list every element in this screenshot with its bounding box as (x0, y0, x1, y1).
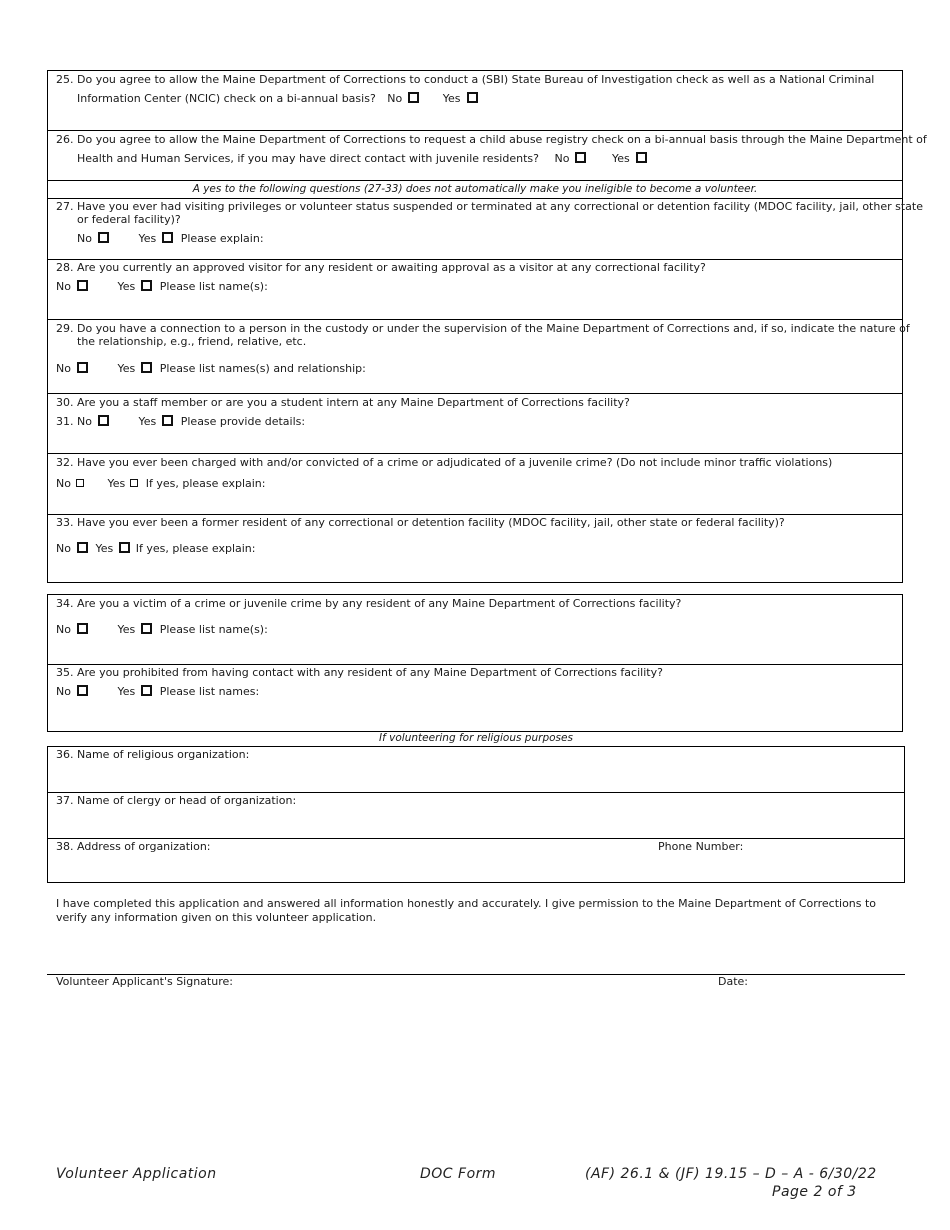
no-checkbox[interactable] (77, 623, 88, 634)
question-text-line2: or federal facility)? (77, 213, 181, 226)
answer-options (77, 415, 305, 428)
yes-checkbox[interactable] (141, 685, 152, 696)
question-number: 30. (56, 396, 74, 409)
no-checkbox[interactable] (76, 479, 84, 487)
question-35 (48, 664, 902, 732)
eligibility-notice: A yes to the following questions (27-33) does not automatically make you ineligible to become a volunteer. (192, 183, 758, 195)
question-text-line2: the relationship, e.g., friend, relative, etc. (77, 335, 307, 348)
field-label: Name of religious organization: (77, 748, 250, 761)
footer-doc-form: DOC Form (420, 1166, 497, 1182)
answer-options (77, 232, 264, 245)
no-label: No (56, 623, 71, 636)
yes-checkbox[interactable] (141, 623, 152, 634)
question-number: 27. (56, 200, 74, 213)
yes-label: Yes (611, 152, 630, 165)
explain-prompt: Please explain: (180, 232, 264, 245)
date-label: Date: (718, 975, 748, 988)
question-text: Are you currently an approved visitor for any resident or awaiting approval as a visitor at any correctional facility? (77, 261, 706, 274)
yes-label: Yes (117, 685, 136, 698)
yes-label: Yes (138, 415, 157, 428)
list-prompt: Please list name(s): (159, 280, 268, 293)
no-checkbox[interactable] (98, 415, 109, 426)
no-label: No (56, 477, 71, 490)
no-label: No (77, 232, 92, 245)
question-text-line2: Health and Human Services, if you may have direct contact with juvenile residents? No Yes (77, 152, 647, 165)
clergy-name-field[interactable] (48, 792, 904, 838)
religious-heading: If volunteering for religious purposes (379, 732, 573, 744)
yes-checkbox[interactable] (162, 415, 173, 426)
question-number: 35. (56, 666, 74, 679)
question-number-31: 31. (56, 415, 74, 428)
religious-org-name-field[interactable] (48, 747, 904, 792)
question-number: 34. (56, 597, 74, 610)
question-34 (48, 595, 902, 664)
field-label: Name of clergy or head of organization: (77, 794, 297, 807)
question-text: Have you ever had visiting privileges or volunteer status suspended or terminated at any correctional or detention facility (MDOC facility, jail, other state (77, 200, 923, 213)
yes-label: Yes (117, 623, 136, 636)
questions-block-25-33 (47, 70, 927, 583)
explain-prompt: If yes, please explain: (135, 542, 256, 555)
no-checkbox[interactable] (408, 92, 419, 103)
question-number: 38. (56, 840, 74, 853)
answer-options (56, 362, 366, 375)
question-27 (48, 198, 923, 259)
list-prompt: Please list name(s): (159, 623, 268, 636)
no-checkbox[interactable] (77, 280, 88, 291)
no-label: No (77, 415, 92, 428)
yes-checkbox[interactable] (130, 479, 138, 487)
no-label: No (56, 542, 71, 555)
question-28 (48, 259, 902, 319)
footer-page-number: Page 2 of 3 (772, 1184, 857, 1200)
question-number: 36. (56, 748, 74, 761)
question-text: Are you a victim of a crime or juvenile crime by any resident of any Maine Department of Corrections facility? (77, 597, 682, 610)
no-label: No (554, 152, 570, 165)
signature-label: Volunteer Applicant's Signature: (56, 975, 233, 988)
field-label: Address of organization: (77, 840, 211, 853)
question-text: Are you prohibited from having contact with any resident of any Maine Department of Corrections facility? (77, 666, 663, 679)
question-number: 32. (56, 456, 74, 469)
footer-form-code: (AF) 26.1 & (JF) 19.15 – D – A - 6/30/22 (585, 1166, 877, 1182)
question-25 (48, 71, 902, 131)
footer-form-title: Volunteer Application (56, 1166, 217, 1182)
question-text: Do you agree to allow the Maine Department of Corrections to request a child abuse registry check on a bi-annual basis through the Maine Department of (77, 133, 927, 146)
eligibility-notice-row (48, 180, 902, 198)
no-checkbox[interactable] (98, 232, 109, 243)
question-number: 37. (56, 794, 74, 807)
yes-checkbox[interactable] (636, 152, 647, 163)
no-label: No (387, 92, 403, 105)
question-32 (48, 453, 902, 514)
question-30 (48, 393, 902, 453)
no-label: No (56, 685, 71, 698)
question-number: 33. (56, 516, 74, 529)
explain-prompt: If yes, please explain: (145, 477, 266, 490)
religious-block (47, 746, 905, 883)
question-number: 28. (56, 261, 74, 274)
yes-label: Yes (138, 232, 157, 245)
org-address-field[interactable] (48, 838, 904, 883)
yes-label: Yes (95, 542, 114, 555)
question-text-line2: Information Center (NCIC) check on a bi-annual basis? No Yes (77, 92, 478, 105)
answer-options (56, 685, 259, 698)
yes-checkbox[interactable] (141, 362, 152, 373)
no-label: No (56, 362, 71, 375)
yes-label: Yes (442, 92, 461, 105)
answer-options (56, 623, 268, 636)
yes-checkbox[interactable] (467, 92, 478, 103)
answer-options (56, 542, 256, 555)
questions-block-34-35 (47, 594, 903, 732)
question-number: 29. (56, 322, 74, 335)
list-prompt: Please list names(s) and relationship: (159, 362, 366, 375)
question-26 (48, 130, 927, 180)
question-29 (48, 319, 910, 393)
yes-checkbox[interactable] (141, 280, 152, 291)
certification-text-line2: verify any information given on this volunteer application. (56, 911, 377, 924)
question-number: 26. (56, 133, 74, 146)
list-prompt: Please list names: (159, 685, 260, 698)
details-prompt: Please provide details: (180, 415, 306, 428)
no-checkbox[interactable] (77, 685, 88, 696)
question-text: Do you have a connection to a person in the custody or under the supervision of the Maine Department of Corrections and, if so, indicate the nature of (77, 322, 910, 335)
no-checkbox[interactable] (77, 362, 88, 373)
yes-checkbox[interactable] (162, 232, 173, 243)
yes-checkbox[interactable] (119, 542, 130, 553)
question-number: 25. (56, 73, 74, 86)
yes-label: Yes (117, 362, 136, 375)
answer-options (56, 280, 268, 293)
yes-label: Yes (107, 477, 126, 490)
certification-text: I have completed this application and answered all information honestly and accurately. I give permission to the Maine Department of Corrections to (56, 897, 877, 910)
question-text: Have you ever been a former resident of any correctional or detention facility (MDOC facility, jail, other state or federal facility)? (77, 516, 785, 529)
question-33 (48, 514, 902, 583)
yes-label: Yes (117, 280, 136, 293)
no-checkbox[interactable] (575, 152, 586, 163)
question-text: Have you ever been charged with and/or convicted of a crime or adjudicated of a juvenile crime? (Do not include minor traffic violations) (77, 456, 833, 469)
question-text: Are you a staff member or are you a student intern at any Maine Department of Corrections facility? (77, 396, 630, 409)
question-text: Do you agree to allow the Maine Department of Corrections to conduct a (SBI) State Bureau of Investigation check as well as a National Criminal (77, 73, 875, 86)
answer-options (56, 477, 266, 490)
phone-number-label: Phone Number: (658, 840, 744, 853)
no-label: No (56, 280, 71, 293)
no-checkbox[interactable] (77, 542, 88, 553)
